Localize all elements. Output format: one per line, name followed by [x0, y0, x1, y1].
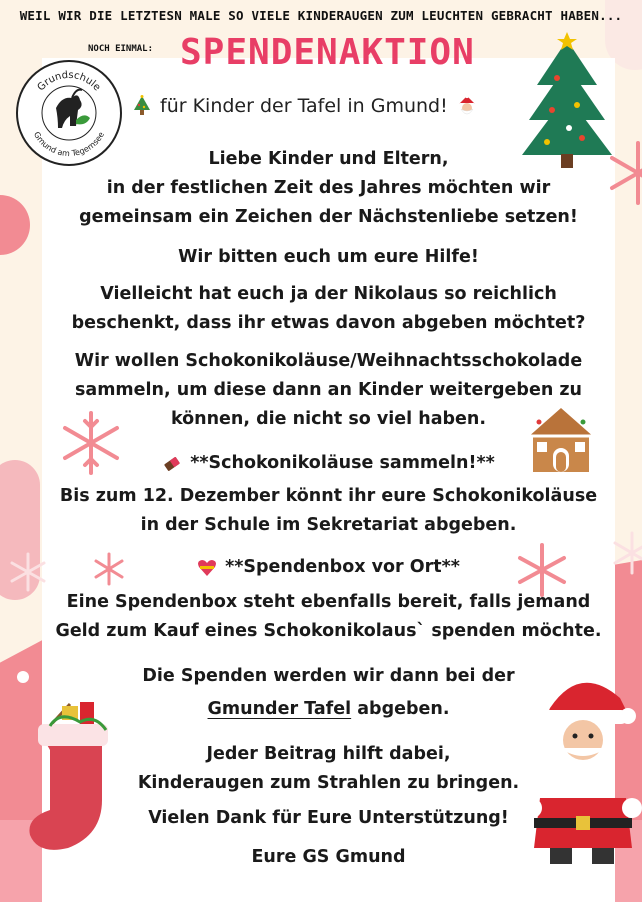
- signature: Eure GS Gmund: [251, 847, 406, 867]
- greeting-paragraph: [42, 145, 615, 232]
- section1-line: in der Schule im Sekretariat abgeben.: [140, 515, 517, 535]
- santa-face-icon: [456, 95, 478, 117]
- nikolaus-line: beschenkt, dass ihr etwas davon abgeben möchtet?: [71, 313, 586, 333]
- section2-heading: [42, 553, 615, 582]
- gmunder-tafel-link[interactable]: Gmunder Tafel: [207, 699, 352, 719]
- donate-line: [42, 695, 615, 724]
- nikolaus-line: Vielleicht hat euch ja der Nikolaus so reichlich: [100, 284, 557, 304]
- christmas-tree-icon: [132, 95, 152, 117]
- section2-paragraph: [42, 588, 615, 646]
- section1-line: Bis zum 12. Dezember könnt ihr eure Schokonikoläuse: [59, 486, 598, 506]
- donate-paragraph: [42, 662, 615, 724]
- section1-heading: [42, 449, 615, 478]
- greeting-line: gemeinsam ein Zeichen der Nächstenliebe setzen!: [79, 207, 578, 227]
- svg-text:Grundschule: Grundschule: [35, 69, 103, 94]
- collect-line: sammeln, um diese dann an Kinder weitergeben zu: [74, 380, 583, 400]
- section1-paragraph: [42, 482, 615, 540]
- donate-line: Die Spenden werden wir dann bei der: [142, 666, 515, 686]
- greeting-line: in der festlichen Zeit des Jahres möchten wir: [106, 178, 551, 198]
- dot-decoration: [17, 671, 29, 683]
- section1-title: **Schokonikoläuse sammeln!**: [190, 453, 495, 473]
- contribution-line: Kinderaugen zum Strahlen zu bringen.: [137, 773, 520, 793]
- greeting-line: Liebe Kinder und Eltern,: [208, 149, 449, 169]
- subtitle: für Kinder der Tafel in Gmund!: [160, 95, 448, 117]
- section2-line: Geld zum Kauf eines Schokonikolaus` spenden möchte.: [55, 621, 602, 641]
- pink-circle-decoration: [0, 195, 30, 255]
- donate-line-rest: abgeben.: [351, 699, 450, 719]
- section2-title: **Spendenbox vor Ort**: [225, 557, 460, 577]
- top-intro-line: WEIL WIR DIE LETZTESN MALE SO VIELE KINDERAUGEN ZUM LEUCHTEN GEBRACHT HABEN...: [19, 8, 623, 23]
- chocolate-bar-icon: [162, 454, 182, 474]
- contribution-line: Jeder Beitrag hilft dabei,: [206, 744, 451, 764]
- svg-text:Gmund am Tegernsee: Gmund am Tegernsee: [31, 130, 107, 159]
- contribution-paragraph: [42, 740, 615, 798]
- collect-line: können, die nicht so viel haben.: [170, 409, 487, 429]
- collect-line: Wir wollen Schokonikoläuse/Weihnachtsschokolade: [74, 351, 583, 371]
- ask-line: Wir bitten euch um eure Hilfe!: [178, 247, 479, 267]
- thanks-line: Vielen Dank für Eure Unterstützung!: [148, 808, 509, 828]
- section2-line: Eine Spendenbox steht ebenfalls bereit, falls jemand: [66, 592, 591, 612]
- gift-heart-icon: [197, 559, 217, 577]
- pre-title: NOCH EINMAL:: [88, 44, 154, 54]
- subtitle-row: [132, 92, 478, 120]
- nikolaus-paragraph: [42, 280, 615, 338]
- page-title: SPENDENAKTION: [180, 32, 475, 73]
- collect-paragraph: [42, 347, 615, 434]
